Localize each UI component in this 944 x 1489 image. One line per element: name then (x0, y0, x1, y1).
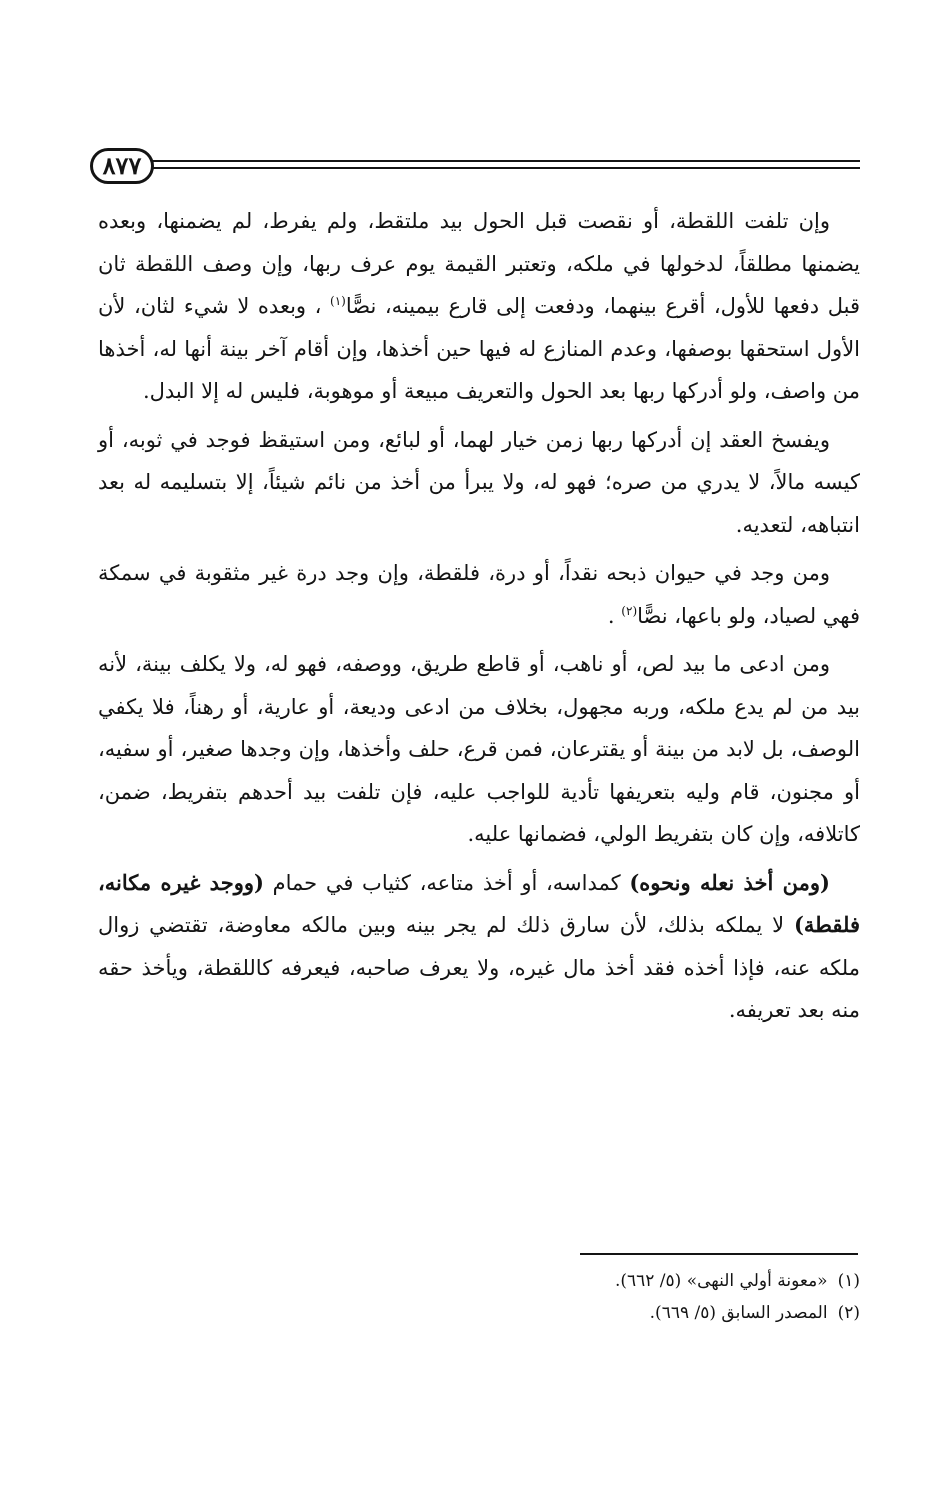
footnote-text: «معونة أولي النهى» (٥/ ٦٦٢). (614, 1271, 828, 1291)
header-rule (150, 167, 860, 169)
footnote-ref: (١) (330, 294, 346, 308)
paragraph (98, 862, 860, 1032)
matn-quote: (ومن أخذ نعله ونحوه) (629, 869, 830, 895)
paragraph (98, 200, 860, 413)
footnote-divider (580, 1253, 858, 1255)
paragraph-text: ، وبعده لا شيء لثان، لأن الأول استحقها بوصفها، وعدم المنازع له فيها حين أخذها، وإن أقام آخر بينة أنها له، أخذها من واصف، ولو أدركها ربها بعد الحول والتعريف مبيعة أو موهوبة، فليس له إلا البدل. (98, 294, 860, 403)
main-text (98, 200, 860, 1038)
page-header (90, 148, 860, 188)
footnotes (260, 1265, 860, 1329)
paragraph-text: لا يملكه بذلك، لأن سارق ذلك لم يجر بينه وبين مالكه معاوضة، تقتضي زوال ملكه عنه، فإذا أخذه فقد أخذ مال غيره، ولا يعرف صاحبه، فيعرفه كاللقطة، ويأخذ حقه منه بعد تعريفه. (98, 913, 860, 1022)
paragraph-text: . (607, 603, 615, 628)
paragraph-text: ومن وجد في حيوان ذبحه نقداً، أو درة، فلقطة، وإن وجد درة غير مثقوبة في سمكة فهي لصياد، ولو باعها، نصًّا (98, 561, 860, 628)
footnote-ref: (٢) (621, 603, 638, 618)
paragraph: ومن ادعى ما بيد لص، أو ناهب، أو قاطع طريق، ووصفه، فهو له، ولا يكلف بينة، لأنه بيد من لم يدع ملكه، وربه مجهول، بخلاف من ادعى وديعة، أو عارية، أو رهناً، فلا يكفي الوصف، بل لابد من بينة أو يقترعان، فمن قرع، حلف وأخذها، وإن وجدها صغير، أو سفيه، أو مجنون، قام وليه بتعريفها تأدية للواجب عليه، فإن تلفت بيد أحدهم بتفريط، ضمن، كاتلافه، وإن كان بتفريط الولي، فضمانها عليه. (98, 652, 860, 846)
footnote-text: المصدر السابق (٥/ ٦٦٩). (649, 1303, 828, 1323)
header-rule (150, 160, 860, 162)
footnote-number: (٢) (837, 1303, 860, 1323)
footnote-number: (١) (837, 1271, 860, 1291)
footnote-2 (260, 1297, 860, 1329)
paragraph (98, 552, 860, 637)
paragraph-text: كمداسه، أو أخذ متاعه، كثياب في حمام (263, 870, 630, 895)
page-number: ٨٧٧ (90, 148, 154, 184)
paragraph: ويفسخ العقد إن أدركها ربها زمن خيار لهما، أو لبائع، ومن استيقظ فوجد في ثوبه، أو كيسه مالاً، لا يدري من صره؛ فهو له، ولا يبرأ من أخذ من نائم شيئاً، إلا بتسليمه له بعد انتباهه، لتعديه. (98, 427, 860, 537)
footnote-1 (260, 1265, 860, 1297)
matn-quote: (ووجد غيره مكانه، فلقطة) (98, 869, 860, 937)
paragraph-text: وإن تلفت اللقطة، أو نقصت قبل الحول بيد ملتقط، ولم يفرط، لم يضمنها، وبعده يضمنها مطلقاً، لدخولها في ملكه، وتعتبر القيمة يوم عرف ربها، وإن وصف اللقطة ثان قبل دفعها للأول، أقرع بينهما، ودفعت إلى قارع بيمينه، نصًّا (98, 209, 860, 318)
